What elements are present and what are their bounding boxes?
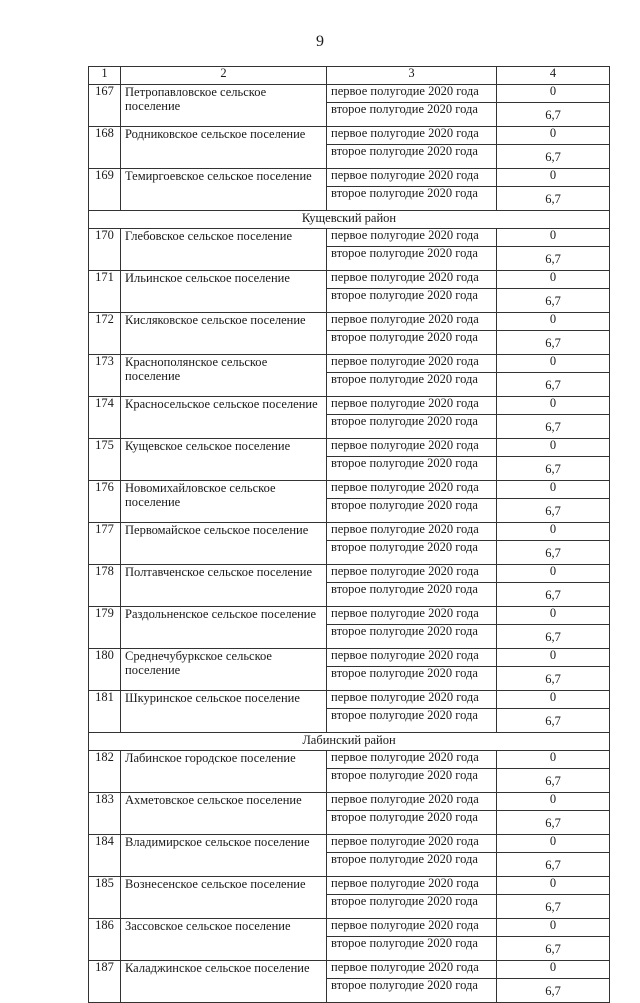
value-first: 0 — [497, 523, 610, 541]
table-row — [89, 565, 610, 583]
row-number: 179 — [89, 607, 121, 649]
period-first: первое полугодие 2020 года — [327, 271, 497, 289]
settlement-name: Среднечубуркское сельское поселение — [121, 649, 327, 691]
value-second: 6,7 — [497, 853, 610, 877]
period-first: первое полугодие 2020 года — [327, 481, 497, 499]
value-second: 6,7 — [497, 331, 610, 355]
row-number: 183 — [89, 793, 121, 835]
table-row — [89, 397, 610, 415]
period-first: первое полугодие 2020 года — [327, 439, 497, 457]
value-second: 6,7 — [497, 709, 610, 733]
settlement-name: Раздольненское сельское поселение — [121, 607, 327, 649]
period-second: второе полугодие 2020 года — [327, 895, 497, 919]
period-first: первое полугодие 2020 года — [327, 355, 497, 373]
table-row — [89, 961, 610, 979]
settlement-name: Новомихайловское сельское поселение — [121, 481, 327, 523]
value-second: 6,7 — [497, 145, 610, 169]
settlement-name: Ахметовское сельское поселение — [121, 793, 327, 835]
period-second: второе полугодие 2020 года — [327, 373, 497, 397]
header-row — [89, 67, 610, 85]
district-name: Лабинский район — [89, 733, 610, 751]
period-second: второе полугодие 2020 года — [327, 247, 497, 271]
table-row — [89, 835, 610, 853]
period-first: первое полугодие 2020 года — [327, 565, 497, 583]
row-number: 177 — [89, 523, 121, 565]
table-row — [89, 877, 610, 895]
value-first: 0 — [497, 793, 610, 811]
row-number: 168 — [89, 127, 121, 169]
period-first: первое полугодие 2020 года — [327, 877, 497, 895]
row-number: 187 — [89, 961, 121, 1003]
row-number: 181 — [89, 691, 121, 733]
period-second: второе полугодие 2020 года — [327, 103, 497, 127]
district-row — [89, 211, 610, 229]
period-first: первое полугодие 2020 года — [327, 691, 497, 709]
row-number: 178 — [89, 565, 121, 607]
row-number: 169 — [89, 169, 121, 211]
period-second: второе полугодие 2020 года — [327, 583, 497, 607]
table-row — [89, 649, 610, 667]
table-row — [89, 313, 610, 331]
value-first: 0 — [497, 481, 610, 499]
value-first: 0 — [497, 397, 610, 415]
period-second: второе полугодие 2020 года — [327, 769, 497, 793]
value-second: 6,7 — [497, 583, 610, 607]
value-first: 0 — [497, 169, 610, 187]
table-row — [89, 751, 610, 769]
value-first: 0 — [497, 919, 610, 937]
settlement-name: Зассовское сельское поселение — [121, 919, 327, 961]
value-first: 0 — [497, 85, 610, 103]
period-second: второе полугодие 2020 года — [327, 289, 497, 313]
settlement-name: Темиргоевское сельское поселение — [121, 169, 327, 211]
header-col-4: 4 — [497, 67, 610, 85]
period-second: второе полугодие 2020 года — [327, 187, 497, 211]
header-col-2: 2 — [121, 67, 327, 85]
table-row — [89, 523, 610, 541]
table-row — [89, 169, 610, 187]
table-row — [89, 439, 610, 457]
period-first: первое полугодие 2020 года — [327, 649, 497, 667]
period-second: второе полугодие 2020 года — [327, 331, 497, 355]
period-first: первое полугодие 2020 года — [327, 127, 497, 145]
value-second: 6,7 — [497, 499, 610, 523]
value-first: 0 — [497, 313, 610, 331]
period-second: второе полугодие 2020 года — [327, 145, 497, 169]
value-first: 0 — [497, 565, 610, 583]
period-first: первое полугодие 2020 года — [327, 523, 497, 541]
value-second: 6,7 — [497, 667, 610, 691]
row-number: 176 — [89, 481, 121, 523]
period-first: первое полугодие 2020 года — [327, 919, 497, 937]
period-first: первое полугодие 2020 года — [327, 751, 497, 769]
header-col-1: 1 — [89, 67, 121, 85]
period-first: первое полугодие 2020 года — [327, 607, 497, 625]
row-number: 170 — [89, 229, 121, 271]
row-number: 171 — [89, 271, 121, 313]
value-second: 6,7 — [497, 187, 610, 211]
row-number: 184 — [89, 835, 121, 877]
row-number: 174 — [89, 397, 121, 439]
table-row — [89, 355, 610, 373]
settlement-name: Лабинское городское поселение — [121, 751, 327, 793]
row-number: 167 — [89, 85, 121, 127]
row-number: 175 — [89, 439, 121, 481]
table-row — [89, 85, 610, 103]
period-second: второе полугодие 2020 года — [327, 415, 497, 439]
value-first: 0 — [497, 229, 610, 247]
period-second: второе полугодие 2020 года — [327, 979, 497, 1003]
value-second: 6,7 — [497, 103, 610, 127]
table-row — [89, 691, 610, 709]
period-first: первое полугодие 2020 года — [327, 85, 497, 103]
table-row — [89, 127, 610, 145]
period-second: второе полугодие 2020 года — [327, 709, 497, 733]
period-second: второе полугодие 2020 года — [327, 541, 497, 565]
value-second: 6,7 — [497, 415, 610, 439]
period-first: первое полугодие 2020 года — [327, 397, 497, 415]
settlement-name: Владимирское сельское поселение — [121, 835, 327, 877]
period-second: второе полугодие 2020 года — [327, 499, 497, 523]
settlement-name: Кущевское сельское поселение — [121, 439, 327, 481]
table-row — [89, 919, 610, 937]
value-first: 0 — [497, 127, 610, 145]
row-number: 180 — [89, 649, 121, 691]
table-row — [89, 607, 610, 625]
value-first: 0 — [497, 961, 610, 979]
settlement-name: Полтавченское сельское поселение — [121, 565, 327, 607]
period-first: первое полугодие 2020 года — [327, 313, 497, 331]
value-first: 0 — [497, 355, 610, 373]
table-body — [89, 67, 610, 1003]
table-row — [89, 271, 610, 289]
row-number: 182 — [89, 751, 121, 793]
settlement-name: Глебовское сельское поселение — [121, 229, 327, 271]
row-number: 172 — [89, 313, 121, 355]
district-name: Кущевский район — [89, 211, 610, 229]
settlement-name: Красносельское сельское поселение — [121, 397, 327, 439]
value-second: 6,7 — [497, 457, 610, 481]
period-first: первое полугодие 2020 года — [327, 793, 497, 811]
period-first: первое полугодие 2020 года — [327, 229, 497, 247]
settlement-name: Петропавловское сельское поселение — [121, 85, 327, 127]
settlement-name: Вознесенское сельское поселение — [121, 877, 327, 919]
settlement-name: Краснополянское сельское поселение — [121, 355, 327, 397]
value-second: 6,7 — [497, 769, 610, 793]
value-first: 0 — [497, 607, 610, 625]
settlements-table — [88, 66, 610, 1003]
period-first: первое полугодие 2020 года — [327, 961, 497, 979]
value-second: 6,7 — [497, 289, 610, 313]
row-number: 186 — [89, 919, 121, 961]
value-first: 0 — [497, 649, 610, 667]
settlement-name: Ильинское сельское поселение — [121, 271, 327, 313]
period-second: второе полугодие 2020 года — [327, 457, 497, 481]
settlement-name: Родниковское сельское поселение — [121, 127, 327, 169]
value-first: 0 — [497, 877, 610, 895]
value-second: 6,7 — [497, 541, 610, 565]
value-second: 6,7 — [497, 811, 610, 835]
header-col-3: 3 — [327, 67, 497, 85]
table-row — [89, 793, 610, 811]
value-first: 0 — [497, 691, 610, 709]
period-second: второе полугодие 2020 года — [327, 811, 497, 835]
page-number: 9 — [316, 33, 324, 50]
value-second: 6,7 — [497, 895, 610, 919]
period-first: первое полугодие 2020 года — [327, 169, 497, 187]
table-row — [89, 481, 610, 499]
period-second: второе полугодие 2020 года — [327, 625, 497, 649]
settlement-name: Каладжинское сельское поселение — [121, 961, 327, 1003]
table-row — [89, 229, 610, 247]
value-second: 6,7 — [497, 979, 610, 1003]
period-second: второе полугодие 2020 года — [327, 667, 497, 691]
value-second: 6,7 — [497, 625, 610, 649]
district-row — [89, 733, 610, 751]
value-second: 6,7 — [497, 247, 610, 271]
period-first: первое полугодие 2020 года — [327, 835, 497, 853]
period-second: второе полугодие 2020 года — [327, 853, 497, 877]
value-second: 6,7 — [497, 373, 610, 397]
value-first: 0 — [497, 271, 610, 289]
row-number: 185 — [89, 877, 121, 919]
settlement-name: Первомайское сельское поселение — [121, 523, 327, 565]
settlement-name: Шкуринское сельское поселение — [121, 691, 327, 733]
value-first: 0 — [497, 751, 610, 769]
settlement-name: Кисляковское сельское поселение — [121, 313, 327, 355]
value-first: 0 — [497, 835, 610, 853]
row-number: 173 — [89, 355, 121, 397]
value-second: 6,7 — [497, 937, 610, 961]
period-second: второе полугодие 2020 года — [327, 937, 497, 961]
value-first: 0 — [497, 439, 610, 457]
